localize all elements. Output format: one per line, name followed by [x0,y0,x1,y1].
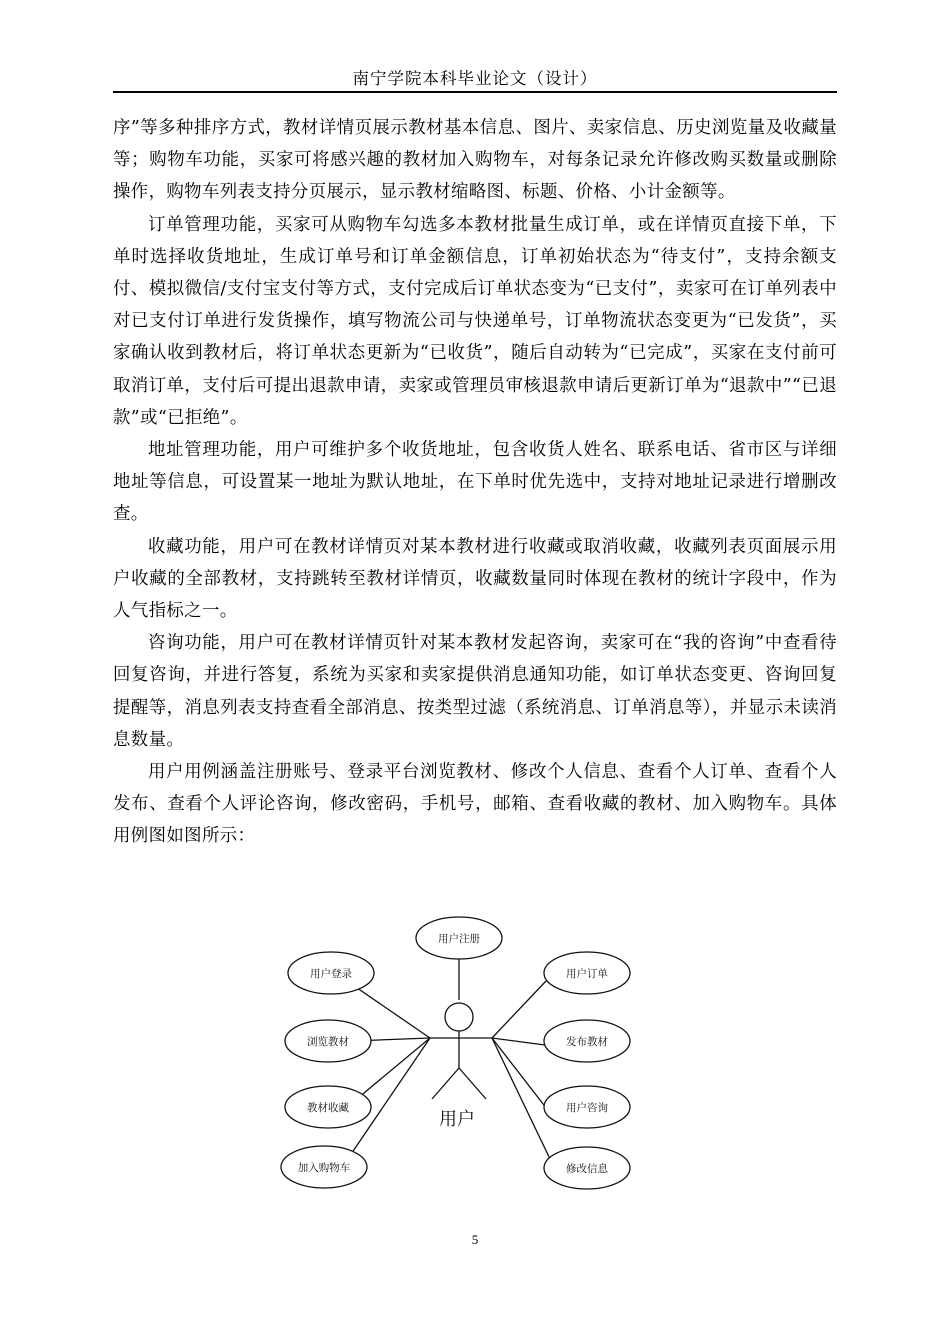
paragraph-2: 订单管理功能，买家可从购物车勾选多本教材批量生成订单，或在详情页直接下单，下单时选择收货地址，生成订单号和订单金额信息，订单初始状态为“待支付”，支持余额支付、模拟微信/支付宝支付等方式，支付完成后订单状态变为“已支付”，卖家可在订单列表中对已支付订单进行发货操作，填写物流公司与快递单号，订单物流状态变更为“已发货”，买家确认收到教材后，将订单状态更新为“已收货”，随后自动转为“已完成”，买家在支付前可取消订单，支付后可提出退款申请，卖家或管理员审核退款申请后更新订单为“退款中”“已退款”或“已拒绝”。 [113,214,837,428]
connector-right-1 [492,981,546,1038]
paragraph-6: 用户用例涵盖注册账号、登录平台浏览教材、修改个人信息、查看个人订单、查看个人发布、查看个人评论咨询，修改密码，手机号，邮箱、查看收藏的教材、加入购物车。具体用例图如图所示： [113,762,837,847]
paragraph-3: 地址管理功能，用户可维护多个收货地址，包含收货人姓名、联系电话、省市区与详细地址等信息，可设置某一地址为默认地址，在下单时优先选中，支持对地址记录进行增删改查。 [113,440,837,525]
connector-right-2 [492,1038,545,1045]
use-case-label-register: 用户注册 [438,933,480,945]
actor-head [445,1003,473,1031]
use-case-label-publish: 发布教材 [566,1036,608,1048]
page-header-title: 南宁学院本科毕业论文（设计） [352,69,598,88]
paragraph-5: 咨询功能，用户可在教材详情页针对某本教材发起咨询，卖家可在“我的咨询”中查看待回复咨询，并进行答复，系统为买家和卖家提供消息通知功能，如订单状态变更、咨询回复提醒等，消息列表支持查看全部消息、按类型过滤（系统消息、订单消息等），并显示未读消息数量。 [113,633,837,750]
use-case-label-browse: 浏览教材 [307,1036,349,1048]
actor-left-leg [432,1068,459,1099]
use-case-label-consult: 用户咨询 [566,1102,608,1114]
actor-label: 用户 [439,1109,475,1130]
use-case-label-add-cart: 加入购物车 [297,1162,351,1174]
actor-right-leg [459,1068,486,1099]
header-rule [113,91,837,93]
page-number: 5 [471,1232,479,1247]
use-case-label-orders: 用户订单 [566,968,608,980]
use-case-diagram [270,905,650,1195]
paragraph-1: 序”等多种排序方式，教材详情页展示教材基本信息、图片、卖家信息、历史浏览量及收藏量等；购物车功能，买家可将感兴趣的教材加入购物车，对每条记录允许修改购买数量或删除操作，购物车列表支持分页展示，显示教材缩略图、标题、价格、小计金额等。 [113,118,837,203]
use-case-label-login: 用户登录 [310,968,352,980]
connector-right-4 [492,1038,551,1161]
body-text [113,112,837,853]
use-case-label-modify-info: 修改信息 [566,1163,608,1175]
connector-right-3 [492,1038,547,1109]
use-case-label-favorite: 教材收藏 [307,1102,349,1114]
paragraph-4: 收藏功能，用户可在教材详情页对某本教材进行收藏或取消收藏，收藏列表页面展示用户收藏的全部教材，支持跳转至教材详情页，收藏数量同时体现在教材的统计字段中，作为人气指标之一。 [113,536,837,622]
